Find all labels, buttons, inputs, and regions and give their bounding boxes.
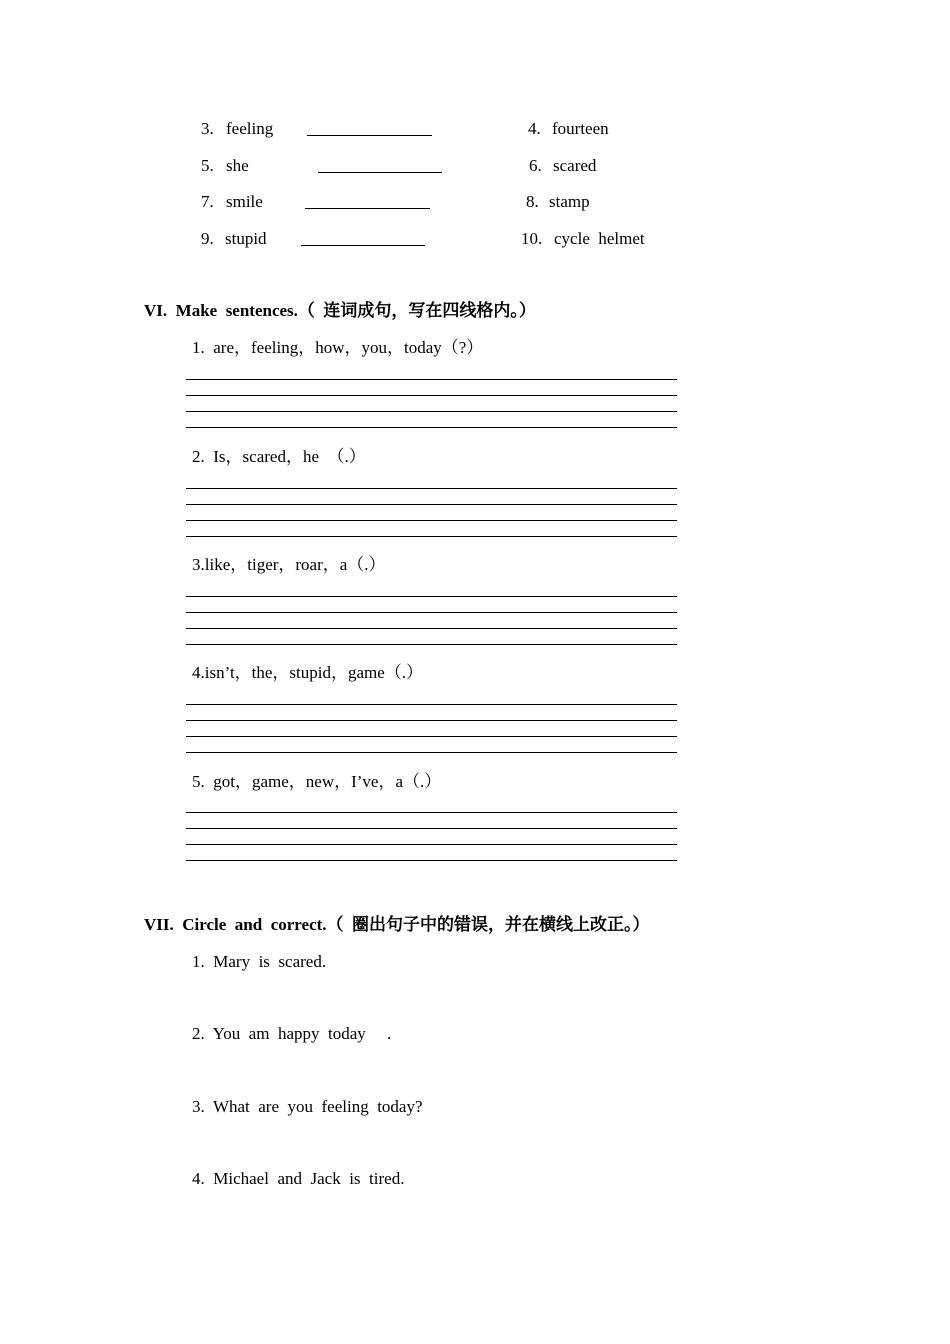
question-item: 2. You am happy today .: [192, 1024, 392, 1043]
question-item: 4.isn’t，the，stupid，game（.）: [192, 663, 424, 682]
question-item: 3.like，tiger，roar，a（.）: [192, 555, 386, 574]
question-item: 3. What are you feeling today?: [192, 1097, 423, 1116]
vocab-item-word: stamp: [549, 192, 590, 211]
section-heading: VII. Circle and correct.（ 圈出句子中的错误，并在横线上改正。）: [144, 915, 650, 934]
vocab-item-number: 6.: [529, 156, 542, 175]
vocab-item-word: she: [226, 156, 249, 175]
four-line-writing-area[interactable]: [186, 596, 677, 644]
vocab-item-number: 8.: [526, 192, 539, 211]
vocab-item-number: 9.: [201, 229, 214, 248]
vocab-item-word: stupid: [225, 229, 267, 248]
vocab-item-word: smile: [226, 192, 263, 211]
four-line-writing-area[interactable]: [186, 704, 677, 752]
four-line-writing-area[interactable]: [186, 379, 677, 427]
answer-blank[interactable]: [301, 245, 425, 246]
question-item: 5. got，game，new，I’ve，a（.）: [192, 772, 442, 791]
question-item: 4. Michael and Jack is tired.: [192, 1169, 405, 1188]
answer-blank[interactable]: [305, 208, 430, 209]
question-item: 2. Is，scared，he （.）: [192, 447, 366, 466]
question-item: 1. Mary is scared.: [192, 952, 327, 971]
vocab-item-word: scared: [553, 156, 597, 175]
question-item: 1. are，feeling，how，you，today（?）: [192, 338, 484, 357]
vocab-item-number: 4.: [528, 119, 541, 138]
vocab-item-number: 10.: [521, 229, 543, 248]
vocab-item-word: feeling: [226, 119, 274, 138]
four-line-writing-area[interactable]: [186, 812, 677, 860]
vocab-item-word: cycle helmet: [554, 229, 645, 248]
answer-blank[interactable]: [307, 135, 432, 136]
four-line-writing-area[interactable]: [186, 488, 677, 536]
section-heading: VI. Make sentences.（ 连词成句，写在四线格内。）: [144, 301, 536, 320]
vocab-item-word: fourteen: [552, 119, 609, 138]
vocab-item-number: 3.: [201, 119, 214, 138]
vocab-item-number: 7.: [201, 192, 214, 211]
answer-blank[interactable]: [318, 172, 442, 173]
vocab-item-number: 5.: [201, 156, 214, 175]
